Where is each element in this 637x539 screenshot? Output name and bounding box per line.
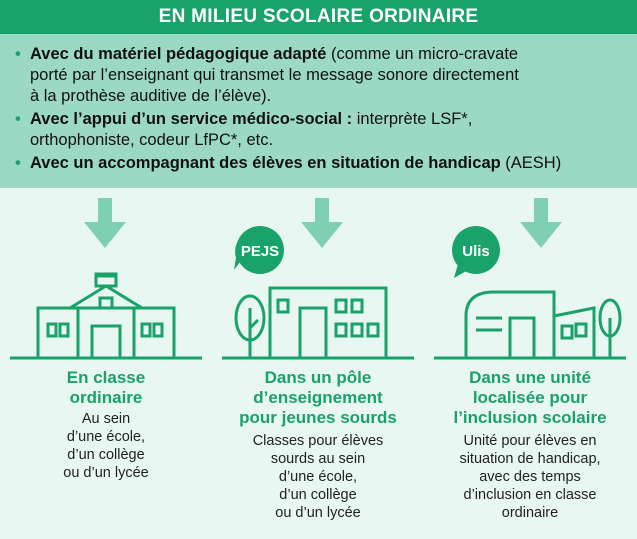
option-title-line: Dans une unité <box>469 368 591 387</box>
info-item-bold: Avec un accompagnant des élèves en situation de handicap <box>30 154 501 172</box>
bullet: • <box>15 45 21 63</box>
info-item-text: (AESH) <box>500 154 562 172</box>
ulis-badge-label: Ulis <box>462 243 490 260</box>
option-desc-line: d’une école, <box>278 469 358 485</box>
info-item-service <box>14 109 623 151</box>
option-title-line: d’enseignement <box>253 388 383 407</box>
info-item-bold: Avec l’appui d’un service médico-social : <box>30 110 353 128</box>
option-classe-ordinaire <box>0 188 212 539</box>
ulis-illustration <box>424 188 636 363</box>
option-title-line: Dans un pôle <box>264 368 372 387</box>
pejs-badge <box>234 226 284 274</box>
ulis-badge <box>452 226 500 278</box>
info-item-text: porté par l’enseignant qui transmet le message sonore directement <box>30 66 519 84</box>
option-desc-line: Unité pour élèves en <box>463 433 597 449</box>
info-list <box>14 44 623 174</box>
option-desc-line: ou d’un lycée <box>275 505 361 521</box>
option-title <box>0 368 212 408</box>
option-desc-line: ou d’un lycée <box>63 465 149 481</box>
option-title <box>424 368 636 428</box>
info-box <box>0 34 637 188</box>
option-desc-line: d’une école, <box>66 429 146 445</box>
section-title: EN MILIEU SCOLAIRE ORDINAIRE <box>0 0 637 34</box>
info-item-bold: Avec du matériel pédagogique adapté <box>30 45 327 63</box>
option-desc-line: Au sein <box>81 411 131 427</box>
school-with-tree-icon <box>236 288 386 358</box>
pejs-badge-label: PEJS <box>240 243 280 260</box>
option-desc-line: d’un collège <box>279 487 357 503</box>
info-item-text: (comme un micro-cravate <box>326 45 519 63</box>
option-title-line: l’inclusion scolaire <box>453 408 607 427</box>
info-item-material <box>14 44 623 107</box>
option-title-line: pour jeunes sourds <box>239 408 397 427</box>
bullet: • <box>15 154 21 172</box>
school-building-icon <box>38 274 174 358</box>
option-desc-line: avec des temps <box>479 469 581 485</box>
option-desc-line: d’inclusion en classe <box>463 487 597 503</box>
pejs-illustration <box>212 188 424 363</box>
info-item-text: orthophoniste, codeur LfPC*, etc. <box>30 131 274 149</box>
option-title-line: En classe <box>66 368 146 387</box>
option-ulis <box>424 188 636 539</box>
info-item-aesh <box>14 153 623 174</box>
option-desc-line: situation de handicap, <box>459 451 601 467</box>
option-title-line: localisée pour <box>472 388 588 407</box>
option-desc-line: d’un collège <box>67 447 145 463</box>
option-description <box>424 432 636 522</box>
option-desc-line: ordinaire <box>501 505 559 521</box>
option-pejs <box>212 188 424 539</box>
option-title-line: ordinaire <box>69 388 143 407</box>
option-description <box>212 432 424 522</box>
info-item-text: interprète LSF*, <box>352 110 473 128</box>
modern-school-icon <box>466 292 620 358</box>
bullet: • <box>15 110 21 128</box>
option-desc-line: sourds au sein <box>270 451 366 467</box>
down-arrow-icon <box>0 188 212 363</box>
option-title <box>212 368 424 428</box>
option-description <box>0 410 212 482</box>
option-desc-line: Classes pour élèves <box>252 433 384 449</box>
info-item-text: à la prothèse auditive de l’élève). <box>30 87 272 105</box>
